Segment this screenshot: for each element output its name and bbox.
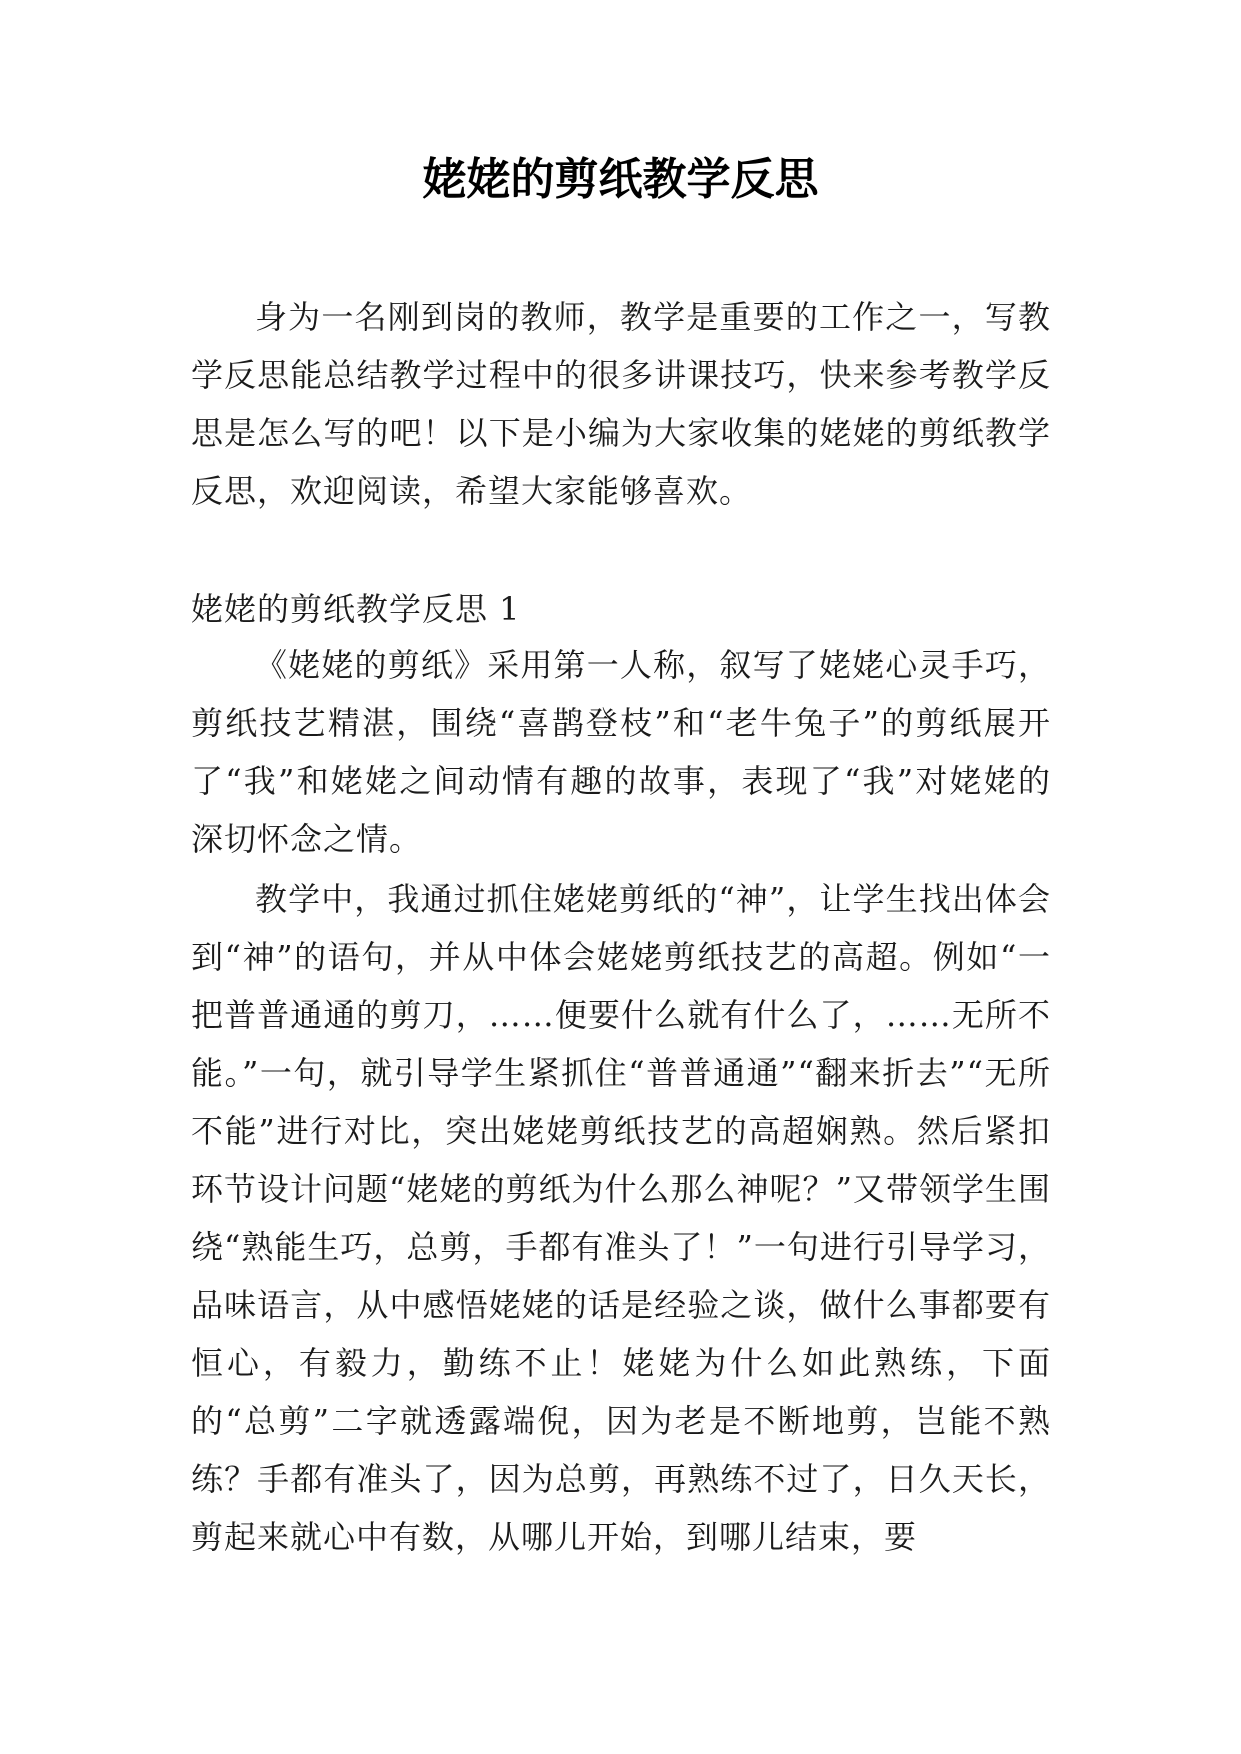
body-paragraph: 《姥姥的剪纸》采用第一人称，叙写了姥姥心灵手巧，剪纸技艺精湛，围绕“喜鹊登枝”和“老牛兔子”的剪纸展开了“我”和姥姥之间动情有趣的故事，表现了“我”对姥姥的深切怀念之情。 <box>191 646 1051 858</box>
document-title: 姥姥的剪纸教学反思 <box>422 154 819 205</box>
body-paragraph: 教学中，我通过抓住姥姥剪纸的“神”，让学生找出体会到“神”的语句，并从中体会姥姥剪纸技艺的高超。例如“一把普普通通的剪刀，……便要什么就有什么了，……无所不能。”一句，就引导学生紧抓住“普普通通”“翻来折去”“无所不能”进行对比，突出姥姥剪纸技艺的高超娴熟。然后紧扣环节设计问题“姥姥的剪纸为什么那么神呢？”又带领学生围绕“熟能生巧，总剪，手都有准头了！”一句进行引导学习，品味语言，从中感悟姥姥的话是经验之谈，做什么事都要有恒心，有毅力，勤练不止！姥姥为什么如此熟练，下面的“总剪”二字就透露端倪，因为老是不断地剪，岂能不熟练？手都有准头了，因为总剪，再熟练不过了，日久天长，剪起来就心中有数，从哪儿开始，到哪儿结束，要 <box>191 880 1051 1556</box>
intro-paragraph: 身为一名刚到岗的教师，教学是重要的工作之一，写教学反思能总结教学过程中的很多讲课技巧，快来参考教学反思是怎么写的吧！以下是小编为大家收集的姥姥的剪纸教学反思，欢迎阅读，希望大家能够喜欢。 <box>191 298 1051 510</box>
section-heading: 姥姥的剪纸教学反思 1 <box>191 590 521 628</box>
